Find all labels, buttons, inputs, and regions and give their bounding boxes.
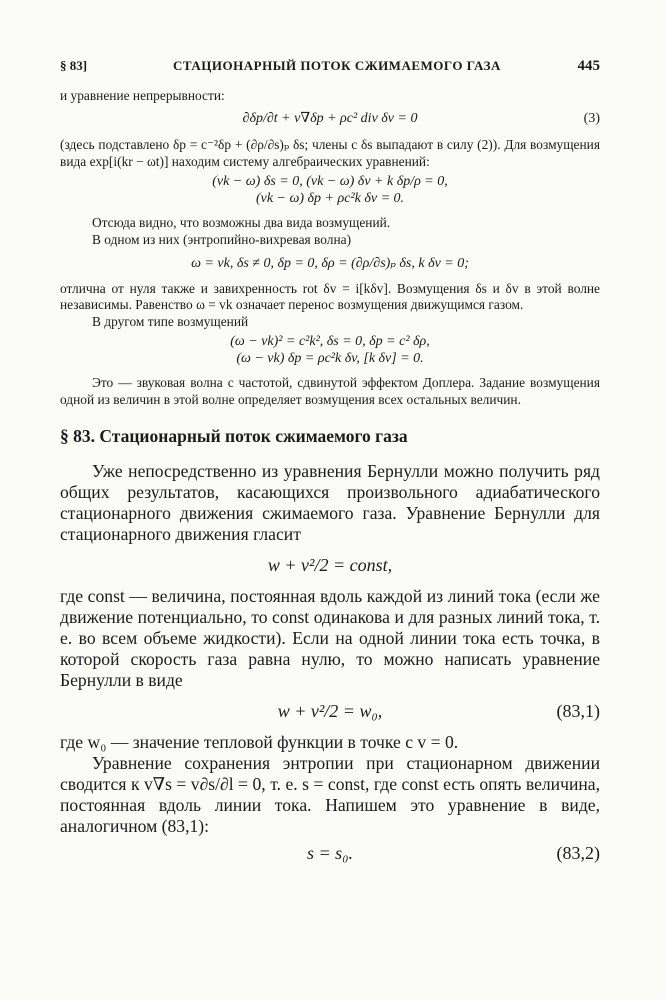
equation-bernoulli: w + v²/2 = const, [267, 555, 393, 575]
equation-system-line-2: (vk − ω) δp + ρc²k δv = 0. [255, 190, 405, 206]
paragraph: Уравнение сохранения энтропии при стационарном движении сводится к v∇s = v∂s/∂l = 0, т. е. s = const, где const есть опять величина, постоянная вдоль линии тока. Напишем это уравнение в виде, аналогичном (83,1): [60, 753, 600, 836]
paragraph: (здесь подставлено δp = c⁻²δp + (∂ρ/∂s)ₚ δs; члены с δs выпадают в силу (2)). Для возмущения вида exp[i(kr − ωt)] находим систему алгебраических уравнений: [60, 137, 600, 169]
equation-entropy-wave: ω = vk, δs ≠ 0, δp = 0, δρ = (∂ρ/∂s)ₚ δs, k δv = 0; [191, 256, 469, 271]
equation-sound-line-2: (ω − vk) δp = ρc²k δv, [k δv] = 0. [236, 350, 424, 366]
paragraph: и уравнение непрерывности: [60, 88, 225, 103]
running-header [60, 58, 600, 80]
equation-body: ∂δp/∂t + v∇δp + ρc² div δv = 0 [242, 110, 418, 126]
section-text-block [60, 461, 600, 864]
equation-83-2 [60, 843, 600, 864]
section-heading: § 83. Стационарный поток сжимаемого газа [60, 426, 408, 446]
equation-system-line-1: (vk − ω) δs = 0, (vk − ω) δv + k δp/ρ = 0, [212, 174, 448, 189]
paragraph: где const — величина, постоянная вдоль каждой из линий тока (если же движение потенциально, то const одинакова и для разных линий тока, т. е. во всем объеме жидкости). Если на одной линии тока есть точка, в которой скорость газа равна нулю, то можно написать уравнение Бернулли в виде [60, 586, 600, 690]
paragraph: Отсюда видно, что возможны два вида возмущений. [92, 215, 391, 230]
page [60, 58, 600, 864]
equation-number: (83,2) [556, 843, 600, 863]
paragraph: Это — звуковая волна с частотой, сдвинутой эффектом Доплера. Задание возмущения одной из величин в этой волне определяет возмущения всех остальных величин. [60, 375, 600, 407]
equation-83-1 [60, 701, 600, 722]
paragraph: Уже непосредственно из уравнения Бернулли можно получить ряд общих результатов, касающихся произвольного адиабатического стационарного движения сжимаемого газа. Уравнение Бернулли для стационарного движения гласит [60, 461, 600, 544]
equation-number: (3) [583, 110, 600, 126]
equation-body: s = s₀. [307, 843, 353, 863]
top-text-block [60, 80, 600, 408]
header-title: СТАЦИОНАРНЫЙ ПОТОК СЖИМАЕМОГО ГАЗА [173, 58, 501, 73]
equation-body: w + v²/2 = w₀, [277, 701, 383, 721]
paragraph: В одном из них (энтропийно-вихревая волна) [92, 231, 352, 247]
equation-3 [60, 111, 600, 128]
header-section-ref: § 83] [60, 58, 88, 73]
page-number: 445 [577, 58, 600, 74]
paragraph: где w₀ — значение тепловой функции в точке с v = 0. [60, 732, 459, 752]
paragraph: В другом типе возмущений [92, 313, 249, 329]
equation-sound-line-1: (ω − vk)² = c²k², δs = 0, δp = c² δρ, [230, 334, 430, 349]
paragraph: отлична от нуля также и завихренность rot δv = i[kδv]. Возмущения δs и δv в этой волне независимы. Равенство ω = vk означает перенос возмущения движущимся газом. [60, 280, 600, 312]
equation-number: (83,1) [556, 701, 600, 721]
